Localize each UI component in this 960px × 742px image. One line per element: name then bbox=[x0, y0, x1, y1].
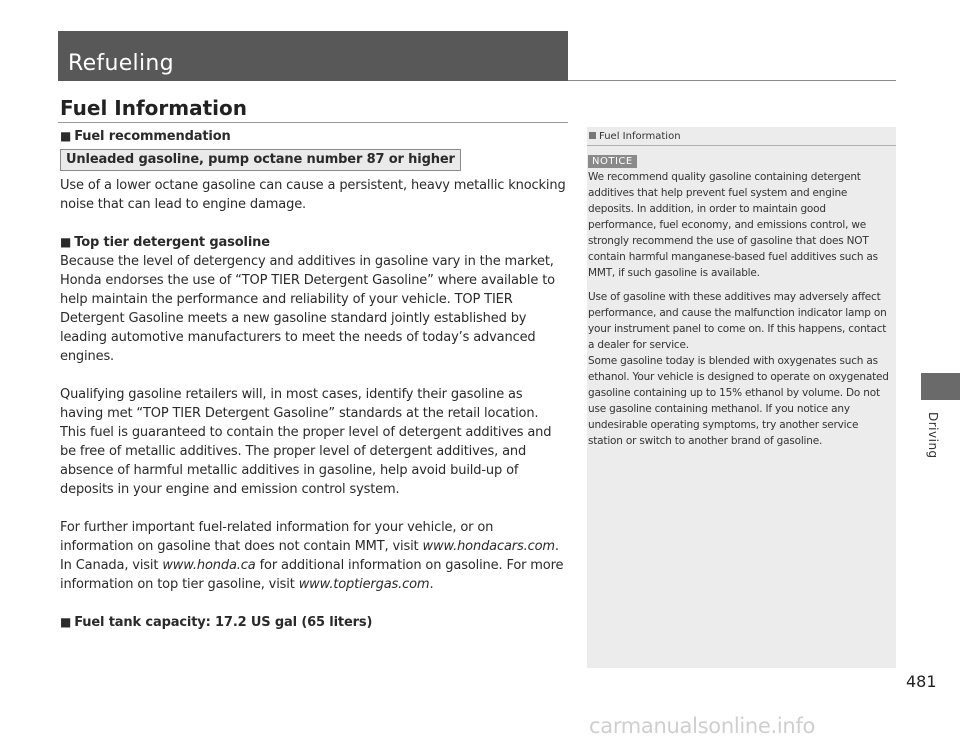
p3-text-a: For further important fuel-related information for your vehicle, or on information on gasoline that does not contain MMT, visit bbox=[60, 520, 494, 554]
tank-capacity-heading-text: Fuel tank capacity: 17.2 US gal (65 liters) bbox=[74, 615, 373, 630]
notice-badge: NOTICE bbox=[588, 155, 637, 168]
sidebar-heading bbox=[589, 130, 681, 144]
top-tier-heading bbox=[60, 233, 566, 252]
p3-text-d: . bbox=[429, 577, 434, 592]
sidebar-paragraph-1: We recommend quality gasoline containing detergent additives that help prevent fuel system and engine deposits. In addition, in order to maintain good performance, fuel economy, and emissions control, we strongly recommend the use of gasoline that does NOT contain harmful manganese-based fuel additives such as MMT, if such gasoline is available. bbox=[588, 171, 878, 279]
link-toptiergas[interactable]: www.toptiergas.com bbox=[298, 577, 430, 592]
title-rule bbox=[58, 122, 568, 123]
sidebar-paragraph-3: Some gasoline today is blended with oxygenates such as ethanol. Your vehicle is designed to operate on oxygenated gasoline containing up to 15% ethanol by volume. Do not use gasoline containing methanol. If you notice any undesirable operating symptoms, try another service station or switch to another brand of gasoline. bbox=[588, 355, 889, 447]
reference-marker-icon bbox=[589, 132, 596, 139]
page-number: 481 bbox=[906, 672, 937, 691]
top-tier-paragraph-3 bbox=[60, 518, 566, 594]
section-label: Driving bbox=[926, 412, 940, 459]
sidebar-heading-text: Fuel Information bbox=[599, 131, 681, 142]
octane-warning-text: Use of a lower octane gasoline can cause a persistent, heavy metallic knocking noise that can lead to engine damage. bbox=[60, 178, 566, 212]
section-tab bbox=[921, 373, 960, 400]
sidebar-rule bbox=[587, 145, 896, 146]
watermark: carmanualsonline.info bbox=[589, 714, 816, 738]
chapter-banner bbox=[58, 31, 568, 81]
sidebar-paragraph-2: Use of gasoline with these additives may adversely affect performance, and cause the malfunction indicator lamp on your instrument panel to come on. If this happens, contact a dealer for service. bbox=[588, 291, 887, 351]
fuel-recommendation-heading-text: Fuel recommendation bbox=[74, 129, 231, 144]
tank-capacity-heading bbox=[60, 613, 566, 632]
square-bullet-icon: ■ bbox=[60, 235, 72, 249]
p3-text-c: for additional information on gasoline. For more information on top tier gasoline, visit bbox=[60, 558, 564, 592]
fuel-recommendation-heading bbox=[60, 127, 566, 146]
top-tier-paragraph-2: Qualifying gasoline retailers will, in most cases, identify their gasoline as having met “TOP TIER Detergent Gasoline” standards at the retail location. This fuel is guaranteed to contain the proper level of detergent additives and be free of metallic additives. The proper level of detergent additives, and absence of harmful metallic additives in gasoline, help avoid build-up of deposits in your engine and emission control system. bbox=[60, 387, 552, 497]
main-content bbox=[60, 127, 566, 632]
top-tier-heading-text: Top tier detergent gasoline bbox=[74, 235, 270, 250]
sidebar-note bbox=[587, 127, 896, 668]
sidebar-body bbox=[588, 169, 895, 449]
banner-rule bbox=[568, 80, 896, 81]
fuel-recommendation-box: Unleaded gasoline, pump octane number 87 or higher bbox=[60, 149, 461, 171]
square-bullet-icon: ■ bbox=[60, 615, 72, 629]
link-hondacars[interactable]: www.hondacars.com bbox=[422, 539, 555, 554]
p3-text-b: . In Canada, visit bbox=[60, 539, 559, 573]
square-bullet-icon: ■ bbox=[60, 129, 72, 143]
chapter-title: Refueling bbox=[68, 51, 174, 76]
top-tier-paragraph-1: Because the level of detergency and additives in gasoline vary in the market, Honda endorses the use of “TOP TIER Detergent Gasoline” where available to help maintain the performance and reliability of your vehicle. TOP TIER Detergent Gasoline meets a new gasoline standard jointly established by leading automotive manufacturers to meet the needs of today’s advanced engines. bbox=[60, 254, 555, 364]
link-honda-ca[interactable]: www.honda.ca bbox=[162, 558, 256, 573]
page-title: Fuel Information bbox=[60, 96, 248, 120]
